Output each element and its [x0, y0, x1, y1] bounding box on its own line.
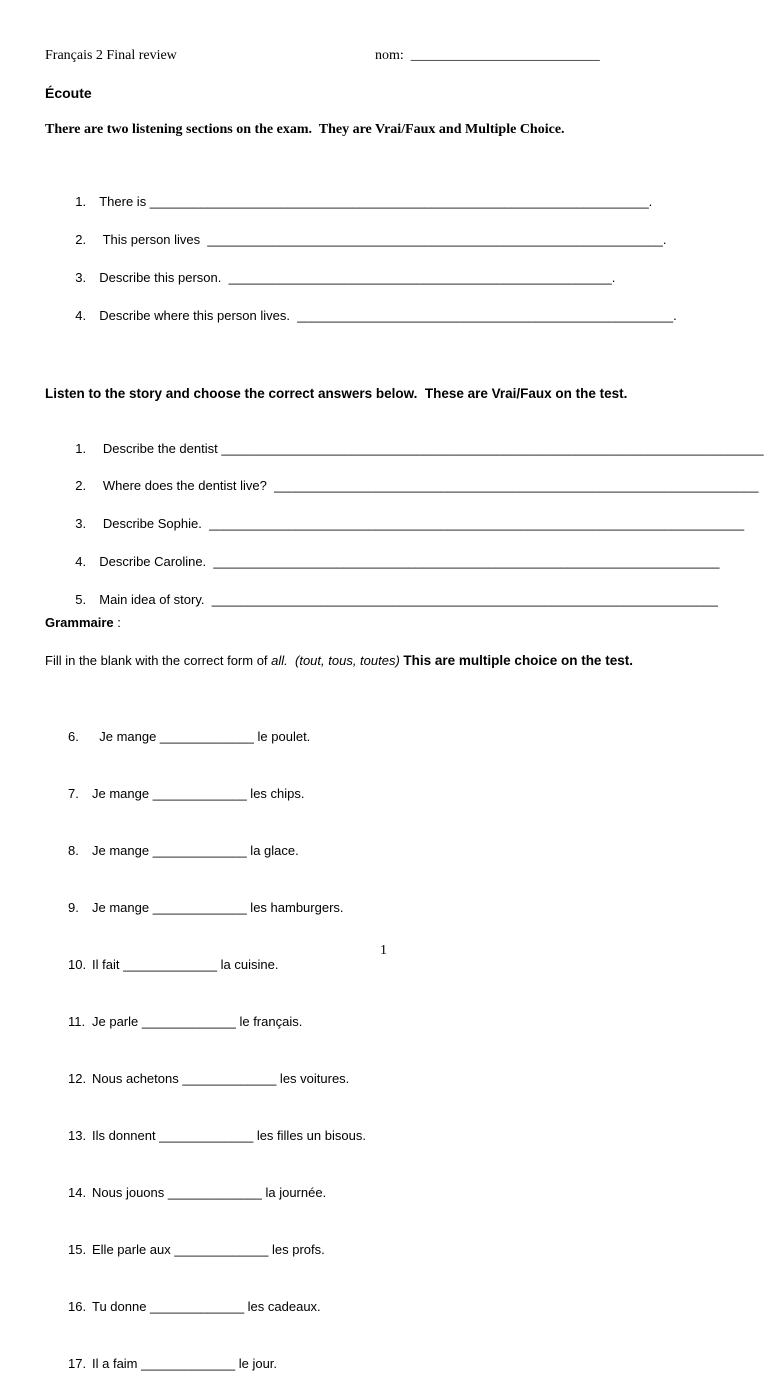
item-text: Il a faim _____________ le jour. [92, 1356, 278, 1371]
question-text: Where does the dentist live? ___________________________________________________________________ [99, 478, 759, 493]
item-text: Je parle _____________ le français. [92, 1014, 303, 1029]
item-text: Il fait _____________ la cuisine. [92, 957, 279, 972]
story-question-5 [68, 577, 718, 607]
question-text: Describe where this person lives. ____________________________________________________. [99, 308, 677, 323]
grammaire-item-list [68, 689, 366, 1392]
item-number: 9. [68, 900, 79, 915]
list-item [68, 1354, 366, 1373]
list-item [68, 841, 366, 860]
question-number: 1. [75, 441, 87, 456]
story-question-3 [68, 501, 744, 531]
item-number: 11. [68, 1014, 86, 1029]
document-title: Français 2 Final review [45, 48, 177, 63]
list-item [68, 955, 366, 974]
question-text: Describe Sophie. __________________________________________________________________________ [99, 516, 745, 531]
question-number: 5. [75, 592, 87, 607]
list-item [68, 727, 366, 746]
grammaire-heading-suffix: : [113, 615, 121, 630]
story-intro: Listen to the story and choose the correct answers below. These are Vrai/Faux on the test. [45, 386, 628, 401]
instruction-bold-note: This are multiple choice on the test. [403, 653, 633, 668]
grammaire-heading-text: Grammaire [45, 615, 114, 630]
list-item [68, 1183, 366, 1202]
instruction-word: all. [271, 653, 288, 668]
list-item [68, 1240, 366, 1259]
question-number: 2. [75, 478, 87, 493]
item-number: 16. [68, 1299, 87, 1314]
item-number: 14. [68, 1185, 87, 1200]
item-text: Nous achetons _____________ les voitures. [92, 1071, 350, 1086]
ecoute-intro: There are two listening sections on the exam. They are Vrai/Faux and Multiple Choice. [45, 122, 565, 137]
ecoute-question-3 [68, 255, 615, 285]
item-text: Elle parle aux _____________ les profs. [92, 1242, 325, 1257]
list-item [68, 1126, 366, 1145]
item-text: Tu donne _____________ les cadeaux. [92, 1299, 321, 1314]
name-field-label: nom: ___________________________ [375, 48, 600, 63]
question-text: Describe Caroline. ______________________________________________________________________ [99, 554, 720, 569]
question-text: Main idea of story. ______________________________________________________________________ [99, 592, 718, 607]
question-number: 2. [75, 232, 87, 247]
question-text: This person lives _______________________________________________________________. [99, 232, 667, 247]
item-text: Je mange _____________ les chips. [92, 786, 305, 801]
item-text: Je mange _____________ le poulet. [92, 729, 311, 744]
item-text: Je mange _____________ la glace. [92, 843, 299, 858]
item-number: 6. [68, 729, 79, 744]
item-number: 12. [68, 1071, 87, 1086]
item-number: 17. [68, 1356, 87, 1371]
item-number: 8. [68, 843, 79, 858]
item-text: Nous jouons _____________ la journée. [92, 1185, 327, 1200]
question-number: 1. [75, 194, 87, 209]
item-number: 10. [68, 957, 87, 972]
list-item [68, 898, 366, 917]
item-number: 13. [68, 1128, 87, 1143]
story-question-4 [68, 539, 720, 569]
instruction-options: (tout, tous, toutes) [287, 653, 404, 668]
story-question-2 [68, 463, 759, 493]
list-item [68, 1297, 366, 1316]
question-text: Describe the dentist ___________________________________________________________________________ [99, 441, 764, 456]
section-heading-grammaire [45, 615, 121, 630]
question-number: 4. [75, 308, 87, 323]
question-number: 4. [75, 554, 87, 569]
list-item [68, 784, 366, 803]
question-number: 3. [75, 270, 87, 285]
question-number: 3. [75, 516, 87, 531]
ecoute-question-1 [68, 179, 652, 209]
question-text: Describe this person. _____________________________________________________. [99, 270, 616, 285]
story-question-1 [68, 426, 764, 456]
ecoute-question-2 [68, 217, 666, 247]
page-number: 1 [380, 943, 387, 958]
ecoute-question-4 [68, 293, 677, 323]
section-heading-ecoute: Écoute [45, 85, 92, 101]
list-item [68, 1069, 366, 1088]
grammaire-instruction [45, 653, 633, 668]
item-number: 7. [68, 786, 79, 801]
item-text: Je mange _____________ les hamburgers. [92, 900, 344, 915]
item-number: 15. [68, 1242, 87, 1257]
list-item [68, 1012, 366, 1031]
item-text: Ils donnent _____________ les filles un bisous. [92, 1128, 366, 1143]
instruction-prefix: Fill in the blank with the correct form of [45, 653, 272, 668]
question-text: There is _____________________________________________________________________. [99, 194, 653, 209]
